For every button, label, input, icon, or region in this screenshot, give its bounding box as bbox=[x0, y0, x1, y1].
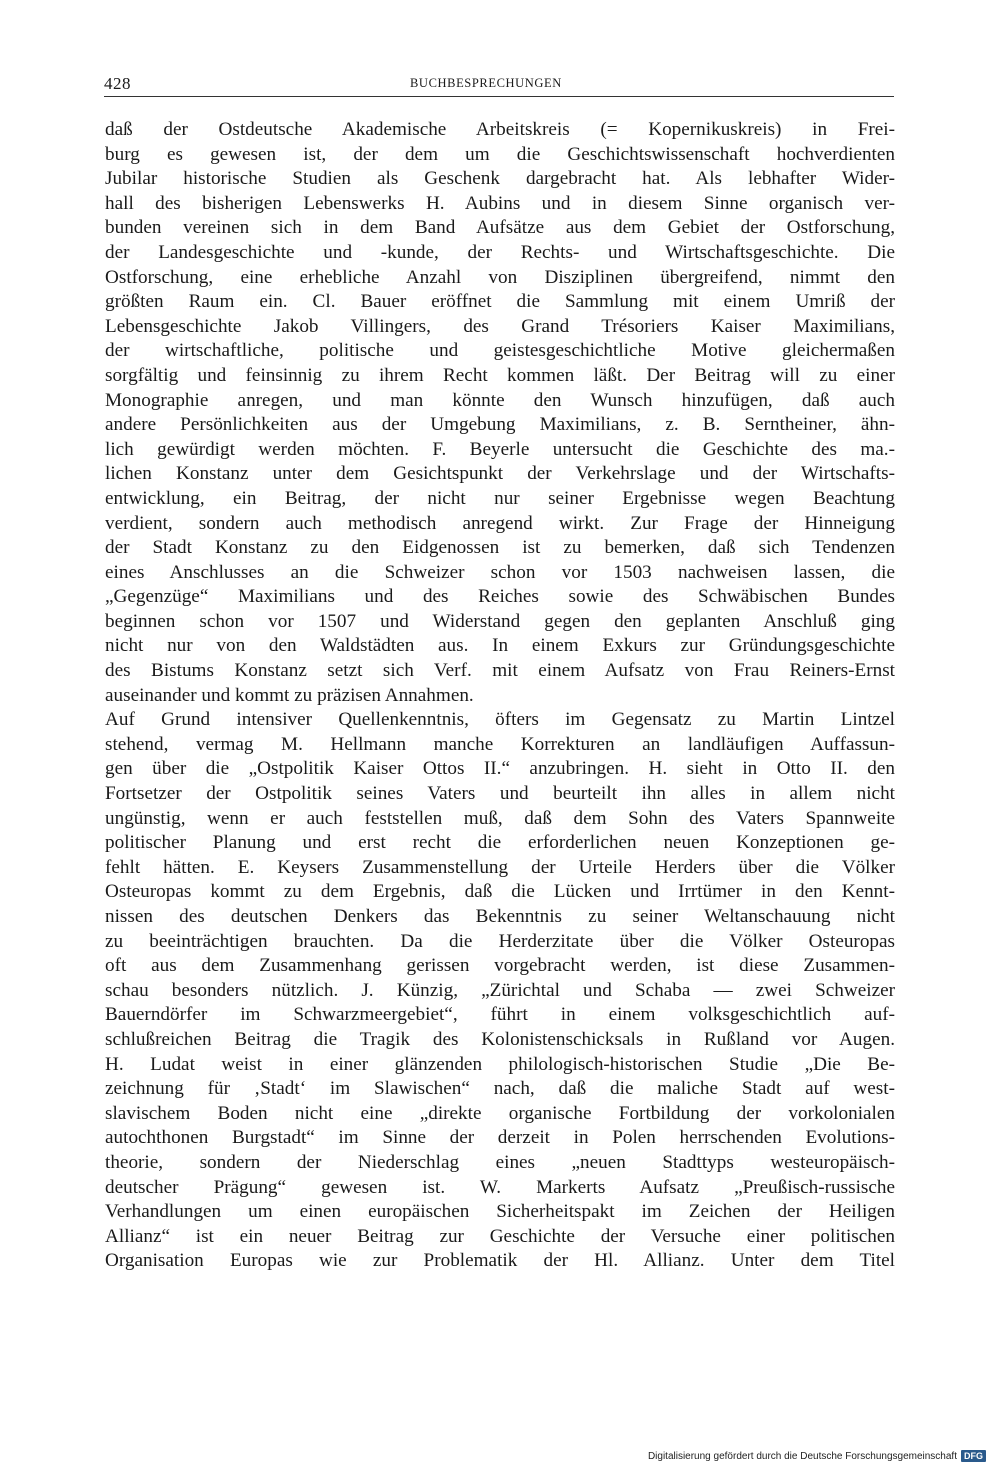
text-line: Verhandlungen um einen europäischen Sicherheitspakt im Zeichen der Heiligen bbox=[105, 1201, 895, 1223]
text-line: burg es gewesen ist, der dem um die Geschichtswissenschaft hochverdienten bbox=[105, 143, 895, 165]
text-line: stehend, vermag M. Hellmann manche Korrekturen an landläufigen Auffassun- bbox=[105, 733, 895, 755]
text-line: autochthonen Burgstadt“ im Sinne der derzeit in Polen herrschenden Evolutions- bbox=[105, 1127, 895, 1149]
text-line: gen über die „Ostpolitik Kaiser Ottos II.“ anzubringen. H. sieht in Otto II. den bbox=[105, 758, 895, 780]
text-line: Jubilar historische Studien als Geschenk dargebracht hat. Als lebhafter Wider- bbox=[105, 168, 895, 190]
text-line: deutscher Prägung“ gewesen ist. W. Markerts Aufsatz „Preußisch-russische bbox=[105, 1176, 895, 1198]
text-line: ungünstig, wenn er auch feststellen muß, daß dem Sohn des Vaters Spannweite bbox=[105, 807, 895, 829]
body-text bbox=[105, 118, 895, 1274]
text-line: eines Anschlusses an die Schweizer schon vor 1503 nachweisen lassen, die bbox=[105, 561, 895, 583]
page-number: 428 bbox=[104, 74, 131, 93]
text-line: andere Persönlichkeiten aus der Umgebung Maximilians, z. B. Serntheiner, ähn- bbox=[105, 414, 895, 436]
text-line: Osteuropas kommt zu dem Ergebnis, daß die Lücken und Irrtümer in den Kennt- bbox=[105, 881, 895, 903]
text-line: des Bistums Konstanz setzt sich Verf. mit einem Aufsatz von Frau Reiners-Ernst bbox=[105, 660, 895, 682]
text-line: nissen des deutschen Denkers das Bekenntnis zu seiner Weltanschauung nicht bbox=[105, 906, 895, 927]
footer-note: Digitalisierung gefördert durch die Deutsche Forschungsgemeinschaft bbox=[647, 1450, 957, 1462]
text-line: theorie, sondern der Niederschlag eines „neuen Stadttyps westeuropäisch- bbox=[105, 1151, 895, 1173]
text-line: lich gewürdigt werden möchten. F. Beyerle untersucht die Geschichte des ma.- bbox=[105, 438, 895, 460]
text-line: der Landesgeschichte und -kunde, der Rechts- und Wirtschaftsgeschichte. Die bbox=[105, 241, 895, 263]
text-line: zeichnung für ‚Stadt‘ im Slawischen“ nach, daß die maliche Stadt auf west- bbox=[105, 1078, 895, 1100]
text-line: entwicklung, ein Beitrag, der nicht nur seiner Ergebnisse wegen Beachtung bbox=[105, 487, 895, 509]
text-line: bunden vereinen sich in dem Band Aufsätze aus dem Gebiet der Ostforschung, bbox=[105, 217, 895, 239]
text-line: der wirtschaftliche, politische und geistesgeschichtliche Motive gleichermaßen bbox=[105, 340, 895, 362]
text-line: Ostforschung, eine erhebliche Anzahl von Disziplinen übergreifend, nimmt den bbox=[105, 266, 895, 288]
text-line: schau besonders nützlich. J. Künzig, „Zürichtal und Schaba — zwei Schweizer bbox=[105, 979, 895, 1001]
header-rule bbox=[104, 96, 894, 97]
text-line: Auf Grund intensiver Quellenkenntnis, öfters im Gegensatz zu Martin Lintzel bbox=[105, 709, 895, 731]
text-line: lichen Konstanz unter dem Gesichtspunkt der Verkehrslage und der Wirtschafts- bbox=[105, 463, 895, 485]
text-line: Lebensgeschichte Jakob Villingers, des Grand Trésoriers Kaiser Maximilians, bbox=[105, 315, 895, 337]
text-line: schlußreichen Beitrag die Tragik des Kolonistenschicksals in Rußland vor Augen. bbox=[105, 1028, 895, 1050]
text-line: sorgfältig und feinsinnig zu ihrem Recht kommen läßt. Der Beitrag will zu einer bbox=[105, 364, 895, 386]
text-line: hall des bisherigen Lebenswerks H. Aubins und in diesem Sinne organisch ver- bbox=[105, 192, 895, 214]
text-line: zu beeinträchtigen brauchten. Da die Herderzitate über die Völker Osteuropas bbox=[105, 930, 895, 952]
text-line: „Gegenzüge“ Maximilians und des Reiches sowie des Schwäbischen Bundes bbox=[105, 586, 895, 608]
text-line: daß der Ostdeutsche Akademische Arbeitskreis (= Kopernikuskreis) in Frei- bbox=[105, 119, 895, 140]
text-line: auseinander und kommt zu präzisen Annahmen. bbox=[105, 684, 474, 706]
footer-credit bbox=[648, 1450, 986, 1462]
text-line: slavischem Boden nicht eine „direkte organische Fortbildung der vorkolonialen bbox=[105, 1102, 895, 1124]
text-line: größten Raum ein. Cl. Bauer eröffnet die Sammlung mit einem Umriß der bbox=[105, 291, 895, 313]
text-line: verdient, sondern auch methodisch anregend wirkt. Zur Frage der Hinneigung bbox=[105, 512, 895, 534]
text-line: oft aus dem Zusammenhang gerissen vorgebracht werden, ist diese Zusammen- bbox=[105, 955, 895, 977]
running-head: BUCHBESPRECHUNGEN bbox=[410, 76, 562, 90]
text-line: Organisation Europas wie zur Problematik der Hl. Allianz. Unter dem Titel bbox=[105, 1250, 895, 1272]
text-line: Allianz“ ist ein neuer Beitrag zur Geschichte der Versuche einer politischen bbox=[105, 1225, 895, 1247]
text-line: Bauerndörfer im Schwarzmeergebiet“, führt in einem volksgeschichtlich auf- bbox=[105, 1004, 895, 1026]
text-line: der Stadt Konstanz zu den Eidgenossen ist zu bemerken, daß sich Tendenzen bbox=[105, 537, 895, 559]
dfg-logo: DFG bbox=[961, 1450, 986, 1462]
text-line: fehlt hätten. E. Keysers Zusammenstellung der Urteile Herders über die Völker bbox=[105, 856, 895, 878]
text-line: politischer Planung und erst recht die erforderlichen neuen Konzeptionen ge- bbox=[105, 832, 895, 854]
text-line: beginnen schon vor 1507 und Widerstand gegen den geplanten Anschluß ging bbox=[105, 610, 895, 632]
text-line: nicht nur von den Waldstädten aus. In einem Exkurs zur Gründungsgeschichte bbox=[105, 635, 895, 657]
text-line: H. Ludat weist in einer glänzenden philologisch-historischen Studie „Die Be- bbox=[105, 1053, 895, 1075]
text-line: Monographie anregen, und man könnte den Wunsch hinzufügen, daß auch bbox=[105, 389, 895, 411]
text-line: Fortsetzer der Ostpolitik seines Vaters und beurteilt ihn alles in allem nicht bbox=[105, 783, 895, 805]
